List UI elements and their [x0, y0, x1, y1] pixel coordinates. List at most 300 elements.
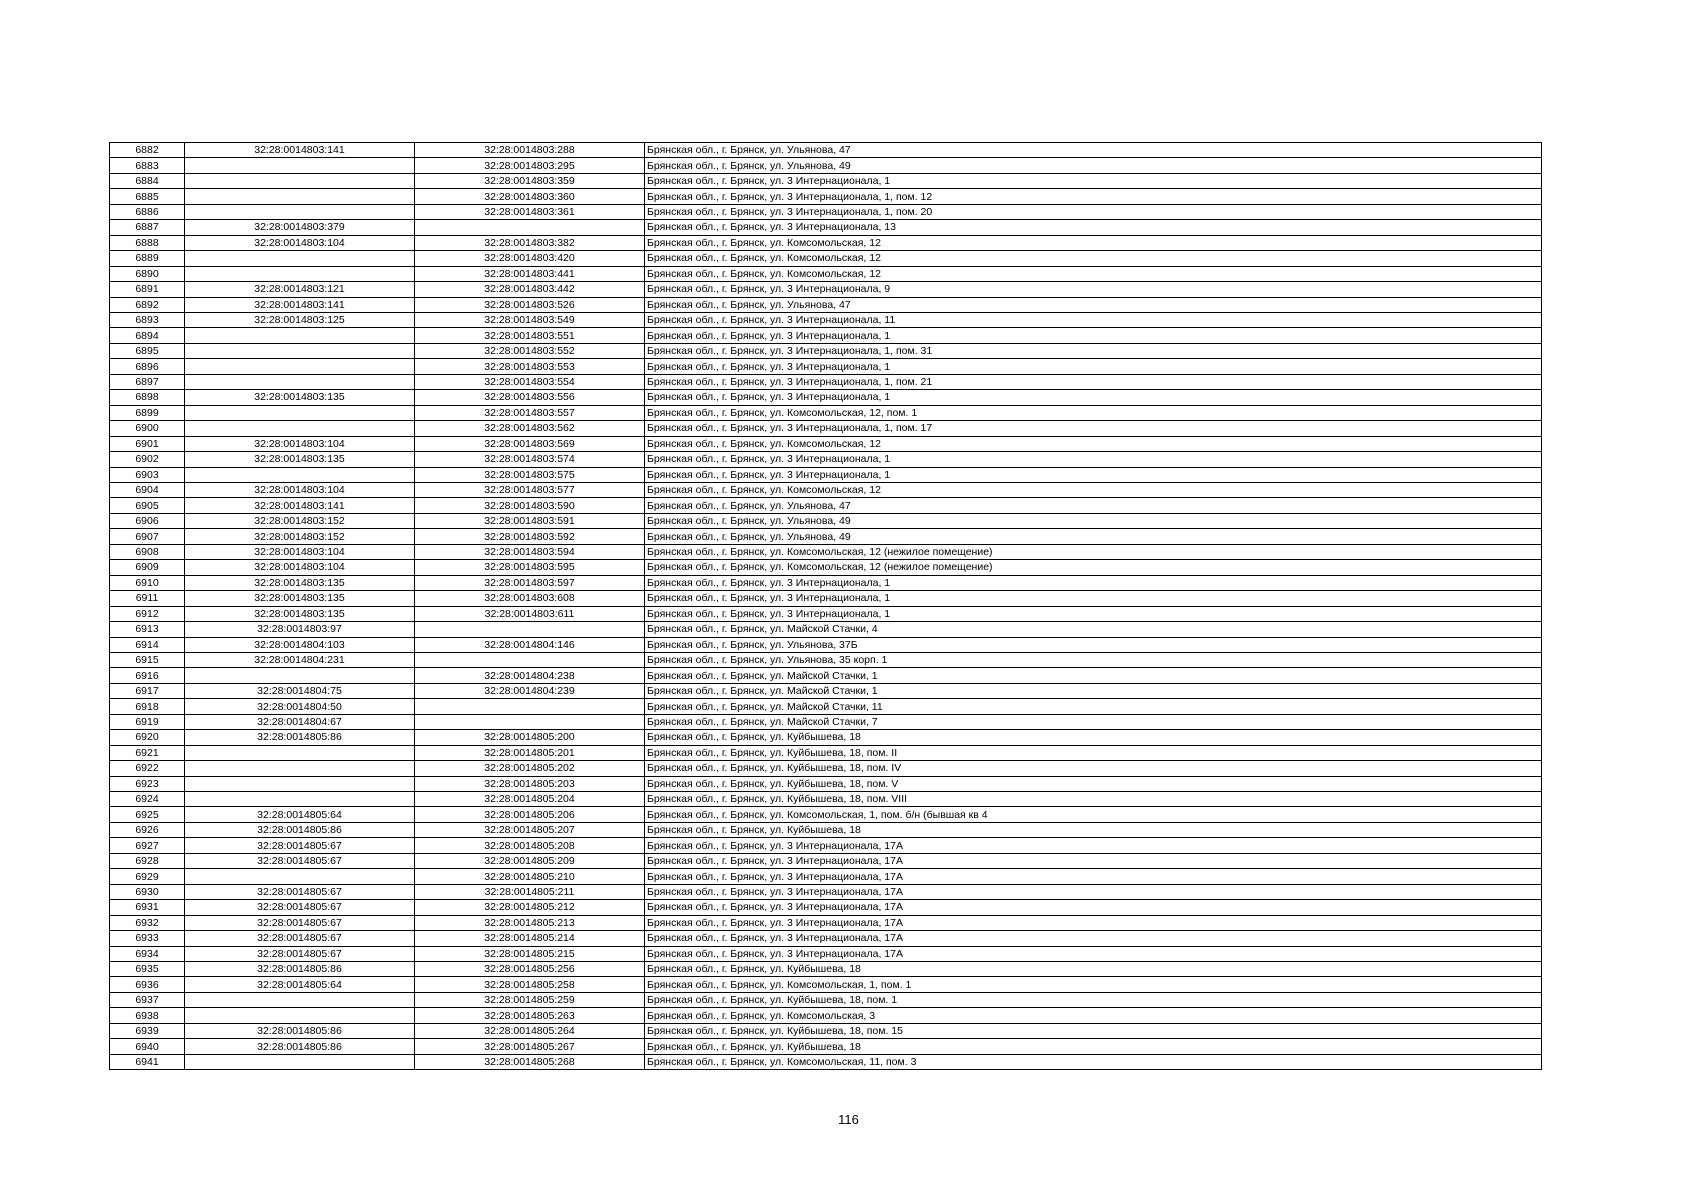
parcel-number-cell	[185, 1008, 415, 1023]
address-cell: Брянская обл., г. Брянск, ул. Куйбышева, 18	[645, 1039, 1542, 1054]
address-cell: Брянская обл., г. Брянск, ул. 3 Интернационала, 1	[645, 467, 1542, 482]
row-number-cell: 6917	[110, 683, 185, 698]
address-cell: Брянская обл., г. Брянск, ул. Ульянова, 49	[645, 513, 1542, 528]
address-cell: Брянская обл., г. Брянск, ул. 3 Интернационала, 17А	[645, 853, 1542, 868]
address-cell: Брянская обл., г. Брянск, ул. Куйбышева, 18, пом. V	[645, 776, 1542, 791]
parcel-number-cell: 32:28:0014805:86	[185, 962, 415, 977]
address-cell: Брянская обл., г. Брянск, ул. Майской Стачки, 1	[645, 683, 1542, 698]
object-number-cell: 32:28:0014803:359	[415, 173, 645, 188]
parcel-number-cell	[185, 374, 415, 389]
address-cell: Брянская обл., г. Брянск, ул. Комсомольская, 12	[645, 235, 1542, 250]
row-number-cell: 6935	[110, 962, 185, 977]
table-row	[110, 699, 1542, 714]
table-row	[110, 714, 1542, 729]
row-number-cell: 6915	[110, 652, 185, 667]
table-row	[110, 235, 1542, 250]
row-number-cell: 6918	[110, 699, 185, 714]
address-cell: Брянская обл., г. Брянск, ул. Куйбышева, 18	[645, 962, 1542, 977]
table-row	[110, 792, 1542, 807]
address-cell: Брянская обл., г. Брянск, ул. Ульянова, 49	[645, 529, 1542, 544]
parcel-number-cell: 32:28:0014803:97	[185, 622, 415, 637]
parcel-number-cell: 32:28:0014805:67	[185, 900, 415, 915]
row-number-cell: 6887	[110, 220, 185, 235]
row-number-cell: 6908	[110, 544, 185, 559]
row-number-cell: 6928	[110, 853, 185, 868]
parcel-number-cell: 32:28:0014803:141	[185, 297, 415, 312]
parcel-number-cell	[185, 421, 415, 436]
address-cell: Брянская обл., г. Брянск, ул. 3 Интернационала, 17А	[645, 946, 1542, 961]
address-cell: Брянская обл., г. Брянск, ул. Комсомольская, 12	[645, 266, 1542, 281]
table-row	[110, 436, 1542, 451]
object-number-cell: 32:28:0014803:288	[415, 143, 645, 158]
object-number-cell: 32:28:0014803:553	[415, 359, 645, 374]
object-number-cell: 32:28:0014803:552	[415, 343, 645, 358]
table-row	[110, 513, 1542, 528]
table-row	[110, 606, 1542, 621]
table-row	[110, 482, 1542, 497]
row-number-cell: 6891	[110, 282, 185, 297]
table-row	[110, 467, 1542, 482]
table-row	[110, 282, 1542, 297]
parcel-number-cell	[185, 668, 415, 683]
object-number-cell: 32:28:0014805:206	[415, 807, 645, 822]
object-number-cell: 32:28:0014805:213	[415, 915, 645, 930]
table-row	[110, 652, 1542, 667]
parcel-number-cell: 32:28:0014803:121	[185, 282, 415, 297]
table-row	[110, 359, 1542, 374]
row-number-cell: 6920	[110, 730, 185, 745]
parcel-number-cell	[185, 359, 415, 374]
object-number-cell: 32:28:0014805:267	[415, 1039, 645, 1054]
table-row	[110, 869, 1542, 884]
row-number-cell: 6933	[110, 931, 185, 946]
row-number-cell: 6923	[110, 776, 185, 791]
object-number-cell: 32:28:0014804:238	[415, 668, 645, 683]
address-cell: Брянская обл., г. Брянск, ул. Ульянова, 47	[645, 498, 1542, 513]
row-number-cell: 6929	[110, 869, 185, 884]
address-cell: Брянская обл., г. Брянск, ул. 3 Интернационала, 11	[645, 312, 1542, 327]
object-number-cell: 32:28:0014803:441	[415, 266, 645, 281]
parcel-number-cell: 32:28:0014803:135	[185, 452, 415, 467]
object-number-cell: 32:28:0014805:263	[415, 1008, 645, 1023]
table-row	[110, 220, 1542, 235]
table-row	[110, 977, 1542, 992]
address-cell: Брянская обл., г. Брянск, ул. Майской Стачки, 11	[645, 699, 1542, 714]
table-row	[110, 498, 1542, 513]
parcel-number-cell: 32:28:0014803:379	[185, 220, 415, 235]
address-cell: Брянская обл., г. Брянск, ул. Куйбышева, 18, пом. 15	[645, 1023, 1542, 1038]
parcel-number-cell	[185, 328, 415, 343]
object-number-cell: 32:28:0014803:551	[415, 328, 645, 343]
table-row	[110, 1039, 1542, 1054]
table-row	[110, 421, 1542, 436]
table-row	[110, 266, 1542, 281]
object-number-cell	[415, 714, 645, 729]
parcel-number-cell: 32:28:0014803:135	[185, 591, 415, 606]
row-number-cell: 6927	[110, 838, 185, 853]
object-number-cell: 32:28:0014805:258	[415, 977, 645, 992]
address-cell: Брянская обл., г. Брянск, ул. Ульянова, 47	[645, 297, 1542, 312]
row-number-cell: 6882	[110, 143, 185, 158]
address-cell: Брянская обл., г. Брянск, ул. Комсомольская, 12	[645, 251, 1542, 266]
address-cell: Брянская обл., г. Брянск, ул. Куйбышева, 18, пом. IV	[645, 761, 1542, 776]
object-number-cell: 32:28:0014805:264	[415, 1023, 645, 1038]
object-number-cell: 32:28:0014805:207	[415, 822, 645, 837]
table-row	[110, 637, 1542, 652]
parcel-number-cell: 32:28:0014804:50	[185, 699, 415, 714]
address-cell: Брянская обл., г. Брянск, ул. Комсомольская, 12	[645, 482, 1542, 497]
address-cell: Брянская обл., г. Брянск, ул. Куйбышева, 18	[645, 822, 1542, 837]
row-number-cell: 6919	[110, 714, 185, 729]
table-row	[110, 328, 1542, 343]
address-cell: Брянская обл., г. Брянск, ул. Комсомольская, 3	[645, 1008, 1542, 1023]
table-row	[110, 452, 1542, 467]
object-number-cell: 32:28:0014803:611	[415, 606, 645, 621]
object-number-cell: 32:28:0014803:592	[415, 529, 645, 544]
address-cell: Брянская обл., г. Брянск, ул. 3 Интернационала, 13	[645, 220, 1542, 235]
table-row	[110, 529, 1542, 544]
object-number-cell: 32:28:0014805:203	[415, 776, 645, 791]
table-row	[110, 683, 1542, 698]
row-number-cell: 6911	[110, 591, 185, 606]
table-row	[110, 158, 1542, 173]
address-cell: Брянская обл., г. Брянск, ул. 3 Интернационала, 9	[645, 282, 1542, 297]
parcel-number-cell: 32:28:0014805:67	[185, 838, 415, 853]
address-cell: Брянская обл., г. Брянск, ул. Куйбышева, 18, пом. 1	[645, 992, 1542, 1007]
parcel-number-cell	[185, 776, 415, 791]
page-number: 116	[838, 1112, 859, 1127]
table-row	[110, 374, 1542, 389]
row-number-cell: 6886	[110, 204, 185, 219]
address-cell: Брянская обл., г. Брянск, ул. 3 Интернационала, 1	[645, 606, 1542, 621]
parcel-number-cell: 32:28:0014803:135	[185, 390, 415, 405]
table-row	[110, 900, 1542, 915]
table-row	[110, 884, 1542, 899]
object-number-cell: 32:28:0014805:214	[415, 931, 645, 946]
row-number-cell: 6905	[110, 498, 185, 513]
address-cell: Брянская обл., г. Брянск, ул. 3 Интернационала, 1, пом. 21	[645, 374, 1542, 389]
address-cell: Брянская обл., г. Брянск, ул. Комсомольская, 12	[645, 436, 1542, 451]
parcel-number-cell: 32:28:0014805:86	[185, 1023, 415, 1038]
address-cell: Брянская обл., г. Брянск, ул. 3 Интернационала, 1	[645, 359, 1542, 374]
parcel-number-cell: 32:28:0014803:152	[185, 529, 415, 544]
row-number-cell: 6889	[110, 251, 185, 266]
row-number-cell: 6883	[110, 158, 185, 173]
parcel-number-cell	[185, 745, 415, 760]
object-number-cell: 32:28:0014803:295	[415, 158, 645, 173]
object-number-cell: 32:28:0014803:361	[415, 204, 645, 219]
object-number-cell: 32:28:0014803:574	[415, 452, 645, 467]
object-number-cell: 32:28:0014803:595	[415, 560, 645, 575]
object-number-cell: 32:28:0014803:594	[415, 544, 645, 559]
table-row	[110, 822, 1542, 837]
cadastral-table	[109, 142, 1542, 1070]
row-number-cell: 6939	[110, 1023, 185, 1038]
parcel-number-cell: 32:28:0014804:67	[185, 714, 415, 729]
object-number-cell: 32:28:0014803:562	[415, 421, 645, 436]
table-row	[110, 1054, 1542, 1069]
parcel-number-cell: 32:28:0014805:64	[185, 977, 415, 992]
object-number-cell: 32:28:0014805:200	[415, 730, 645, 745]
address-cell: Брянская обл., г. Брянск, ул. Майской Стачки, 1	[645, 668, 1542, 683]
address-cell: Брянская обл., г. Брянск, ул. 3 Интернационала, 1, пом. 31	[645, 343, 1542, 358]
object-number-cell: 32:28:0014805:202	[415, 761, 645, 776]
object-number-cell: 32:28:0014803:442	[415, 282, 645, 297]
parcel-number-cell: 32:28:0014804:75	[185, 683, 415, 698]
parcel-number-cell	[185, 173, 415, 188]
object-number-cell: 32:28:0014805:209	[415, 853, 645, 868]
parcel-number-cell: 32:28:0014803:125	[185, 312, 415, 327]
parcel-number-cell	[185, 467, 415, 482]
object-number-cell: 32:28:0014803:382	[415, 235, 645, 250]
address-cell: Брянская обл., г. Брянск, ул. 3 Интернационала, 1, пом. 20	[645, 204, 1542, 219]
row-number-cell: 6888	[110, 235, 185, 250]
parcel-number-cell	[185, 761, 415, 776]
address-cell: Брянская обл., г. Брянск, ул. Комсомольская, 1, пом. 1	[645, 977, 1542, 992]
object-number-cell: 32:28:0014805:215	[415, 946, 645, 961]
address-cell: Брянская обл., г. Брянск, ул. Комсомольская, 12 (нежилое помещение)	[645, 544, 1542, 559]
row-number-cell: 6916	[110, 668, 185, 683]
address-cell: Брянская обл., г. Брянск, ул. Майской Стачки, 7	[645, 714, 1542, 729]
row-number-cell: 6910	[110, 575, 185, 590]
object-number-cell: 32:28:0014805:210	[415, 869, 645, 884]
address-cell: Брянская обл., г. Брянск, ул. 3 Интернационала, 1	[645, 591, 1542, 606]
address-cell: Брянская обл., г. Брянск, ул. Ульянова, 35 корп. 1	[645, 652, 1542, 667]
row-number-cell: 6934	[110, 946, 185, 961]
parcel-number-cell: 32:28:0014803:104	[185, 436, 415, 451]
address-cell: Брянская обл., г. Брянск, ул. Куйбышева, 18, пом. VIII	[645, 792, 1542, 807]
parcel-number-cell: 32:28:0014803:104	[185, 544, 415, 559]
address-cell: Брянская обл., г. Брянск, ул. 3 Интернационала, 17А	[645, 931, 1542, 946]
address-cell: Брянская обл., г. Брянск, ул. Комсомольская, 12 (нежилое помещение)	[645, 560, 1542, 575]
row-number-cell: 6931	[110, 900, 185, 915]
address-cell: Брянская обл., г. Брянск, ул. Ульянова, 49	[645, 158, 1542, 173]
object-number-cell: 32:28:0014803:549	[415, 312, 645, 327]
object-number-cell: 32:28:0014803:597	[415, 575, 645, 590]
table-row	[110, 931, 1542, 946]
address-cell: Брянская обл., г. Брянск, ул. 3 Интернационала, 1	[645, 575, 1542, 590]
parcel-number-cell: 32:28:0014803:141	[185, 143, 415, 158]
row-number-cell: 6909	[110, 560, 185, 575]
parcel-number-cell: 32:28:0014804:231	[185, 652, 415, 667]
row-number-cell: 6926	[110, 822, 185, 837]
parcel-number-cell: 32:28:0014803:104	[185, 560, 415, 575]
address-cell: Брянская обл., г. Брянск, ул. Комсомольская, 11, пом. 3	[645, 1054, 1542, 1069]
object-number-cell	[415, 699, 645, 714]
address-cell: Брянская обл., г. Брянск, ул. Ульянова, 37Б	[645, 637, 1542, 652]
row-number-cell: 6890	[110, 266, 185, 281]
table-row	[110, 853, 1542, 868]
parcel-number-cell: 32:28:0014803:104	[185, 482, 415, 497]
row-number-cell: 6885	[110, 189, 185, 204]
row-number-cell: 6898	[110, 390, 185, 405]
row-number-cell: 6892	[110, 297, 185, 312]
table-row	[110, 668, 1542, 683]
table-row	[110, 390, 1542, 405]
address-cell: Брянская обл., г. Брянск, ул. Куйбышева, 18, пом. II	[645, 745, 1542, 760]
row-number-cell: 6932	[110, 915, 185, 930]
row-number-cell: 6913	[110, 622, 185, 637]
object-number-cell: 32:28:0014805:256	[415, 962, 645, 977]
row-number-cell: 6906	[110, 513, 185, 528]
parcel-number-cell: 32:28:0014805:67	[185, 915, 415, 930]
table-row	[110, 173, 1542, 188]
row-number-cell: 6922	[110, 761, 185, 776]
object-number-cell: 32:28:0014803:557	[415, 405, 645, 420]
parcel-number-cell: 32:28:0014805:67	[185, 946, 415, 961]
object-number-cell	[415, 220, 645, 235]
row-number-cell: 6930	[110, 884, 185, 899]
parcel-number-cell: 32:28:0014805:86	[185, 1039, 415, 1054]
table-row	[110, 251, 1542, 266]
object-number-cell: 32:28:0014805:204	[415, 792, 645, 807]
address-cell: Брянская обл., г. Брянск, ул. Ульянова, 47	[645, 143, 1542, 158]
object-number-cell: 32:28:0014803:590	[415, 498, 645, 513]
parcel-number-cell: 32:28:0014804:103	[185, 637, 415, 652]
row-number-cell: 6912	[110, 606, 185, 621]
table-row	[110, 992, 1542, 1007]
row-number-cell: 6894	[110, 328, 185, 343]
object-number-cell: 32:28:0014805:259	[415, 992, 645, 1007]
address-cell: Брянская обл., г. Брянск, ул. 3 Интернационала, 1	[645, 328, 1542, 343]
row-number-cell: 6907	[110, 529, 185, 544]
table-row	[110, 622, 1542, 637]
table-row	[110, 343, 1542, 358]
row-number-cell: 6924	[110, 792, 185, 807]
parcel-number-cell	[185, 792, 415, 807]
object-number-cell: 32:28:0014805:201	[415, 745, 645, 760]
object-number-cell: 32:28:0014803:556	[415, 390, 645, 405]
row-number-cell: 6884	[110, 173, 185, 188]
row-number-cell: 6901	[110, 436, 185, 451]
row-number-cell: 6914	[110, 637, 185, 652]
row-number-cell: 6895	[110, 343, 185, 358]
row-number-cell: 6938	[110, 1008, 185, 1023]
parcel-number-cell	[185, 189, 415, 204]
table-row	[110, 946, 1542, 961]
table-row	[110, 405, 1542, 420]
table-row	[110, 915, 1542, 930]
address-cell: Брянская обл., г. Брянск, ул. 3 Интернационала, 1, пом. 12	[645, 189, 1542, 204]
address-cell: Брянская обл., г. Брянск, ул. 3 Интернационала, 1	[645, 390, 1542, 405]
object-number-cell	[415, 652, 645, 667]
object-number-cell: 32:28:0014803:420	[415, 251, 645, 266]
object-number-cell: 32:28:0014803:360	[415, 189, 645, 204]
object-number-cell: 32:28:0014805:268	[415, 1054, 645, 1069]
address-cell: Брянская обл., г. Брянск, ул. 3 Интернационала, 17А	[645, 838, 1542, 853]
table-row	[110, 143, 1542, 158]
parcel-number-cell: 32:28:0014803:135	[185, 606, 415, 621]
row-number-cell: 6903	[110, 467, 185, 482]
object-number-cell: 32:28:0014803:608	[415, 591, 645, 606]
table-row	[110, 807, 1542, 822]
parcel-number-cell	[185, 204, 415, 219]
parcel-number-cell	[185, 266, 415, 281]
table-row	[110, 297, 1542, 312]
address-cell: Брянская обл., г. Брянск, ул. Комсомольская, 12, пом. 1	[645, 405, 1542, 420]
row-number-cell: 6904	[110, 482, 185, 497]
object-number-cell	[415, 622, 645, 637]
table-row	[110, 591, 1542, 606]
address-cell: Брянская обл., г. Брянск, ул. Комсомольская, 1, пом. б/н (бывшая кв 4	[645, 807, 1542, 822]
parcel-number-cell	[185, 405, 415, 420]
parcel-number-cell	[185, 158, 415, 173]
parcel-number-cell: 32:28:0014805:67	[185, 884, 415, 899]
address-cell: Брянская обл., г. Брянск, ул. 3 Интернационала, 17А	[645, 869, 1542, 884]
row-number-cell: 6897	[110, 374, 185, 389]
cadastral-table-body	[110, 143, 1542, 1070]
parcel-number-cell: 32:28:0014805:64	[185, 807, 415, 822]
parcel-number-cell: 32:28:0014803:152	[185, 513, 415, 528]
parcel-number-cell	[185, 992, 415, 1007]
row-number-cell: 6936	[110, 977, 185, 992]
table-row	[110, 189, 1542, 204]
object-number-cell: 32:28:0014804:146	[415, 637, 645, 652]
parcel-number-cell	[185, 343, 415, 358]
row-number-cell: 6899	[110, 405, 185, 420]
table-row	[110, 761, 1542, 776]
table-row	[110, 1023, 1542, 1038]
row-number-cell: 6896	[110, 359, 185, 374]
object-number-cell: 32:28:0014805:212	[415, 900, 645, 915]
object-number-cell: 32:28:0014803:577	[415, 482, 645, 497]
parcel-number-cell	[185, 251, 415, 266]
object-number-cell: 32:28:0014803:591	[415, 513, 645, 528]
row-number-cell: 6900	[110, 421, 185, 436]
table-row	[110, 776, 1542, 791]
parcel-number-cell: 32:28:0014805:67	[185, 931, 415, 946]
address-cell: Брянская обл., г. Брянск, ул. 3 Интернационала, 17А	[645, 900, 1542, 915]
table-row	[110, 730, 1542, 745]
row-number-cell: 6902	[110, 452, 185, 467]
table-row	[110, 575, 1542, 590]
table-row	[110, 962, 1542, 977]
row-number-cell: 6941	[110, 1054, 185, 1069]
table-row	[110, 544, 1542, 559]
row-number-cell: 6925	[110, 807, 185, 822]
parcel-number-cell	[185, 869, 415, 884]
address-cell: Брянская обл., г. Брянск, ул. Куйбышева, 18	[645, 730, 1542, 745]
parcel-number-cell: 32:28:0014803:141	[185, 498, 415, 513]
object-number-cell: 32:28:0014805:211	[415, 884, 645, 899]
table-row	[110, 745, 1542, 760]
table-row	[110, 1008, 1542, 1023]
table-row	[110, 204, 1542, 219]
object-number-cell: 32:28:0014803:569	[415, 436, 645, 451]
object-number-cell: 32:28:0014803:526	[415, 297, 645, 312]
object-number-cell: 32:28:0014803:554	[415, 374, 645, 389]
address-cell: Брянская обл., г. Брянск, ул. Майской Стачки, 4	[645, 622, 1542, 637]
table-row	[110, 312, 1542, 327]
address-cell: Брянская обл., г. Брянск, ул. 3 Интернационала, 17А	[645, 915, 1542, 930]
row-number-cell: 6937	[110, 992, 185, 1007]
object-number-cell: 32:28:0014805:208	[415, 838, 645, 853]
address-cell: Брянская обл., г. Брянск, ул. 3 Интернационала, 1, пом. 17	[645, 421, 1542, 436]
row-number-cell: 6893	[110, 312, 185, 327]
parcel-number-cell: 32:28:0014805:67	[185, 853, 415, 868]
row-number-cell: 6940	[110, 1039, 185, 1054]
parcel-number-cell: 32:28:0014803:135	[185, 575, 415, 590]
parcel-number-cell: 32:28:0014805:86	[185, 822, 415, 837]
object-number-cell: 32:28:0014804:239	[415, 683, 645, 698]
table-row	[110, 838, 1542, 853]
parcel-number-cell: 32:28:0014805:86	[185, 730, 415, 745]
object-number-cell: 32:28:0014803:575	[415, 467, 645, 482]
parcel-number-cell: 32:28:0014803:104	[185, 235, 415, 250]
row-number-cell: 6921	[110, 745, 185, 760]
address-cell: Брянская обл., г. Брянск, ул. 3 Интернационала, 1	[645, 452, 1542, 467]
address-cell: Брянская обл., г. Брянск, ул. 3 Интернационала, 1	[645, 173, 1542, 188]
